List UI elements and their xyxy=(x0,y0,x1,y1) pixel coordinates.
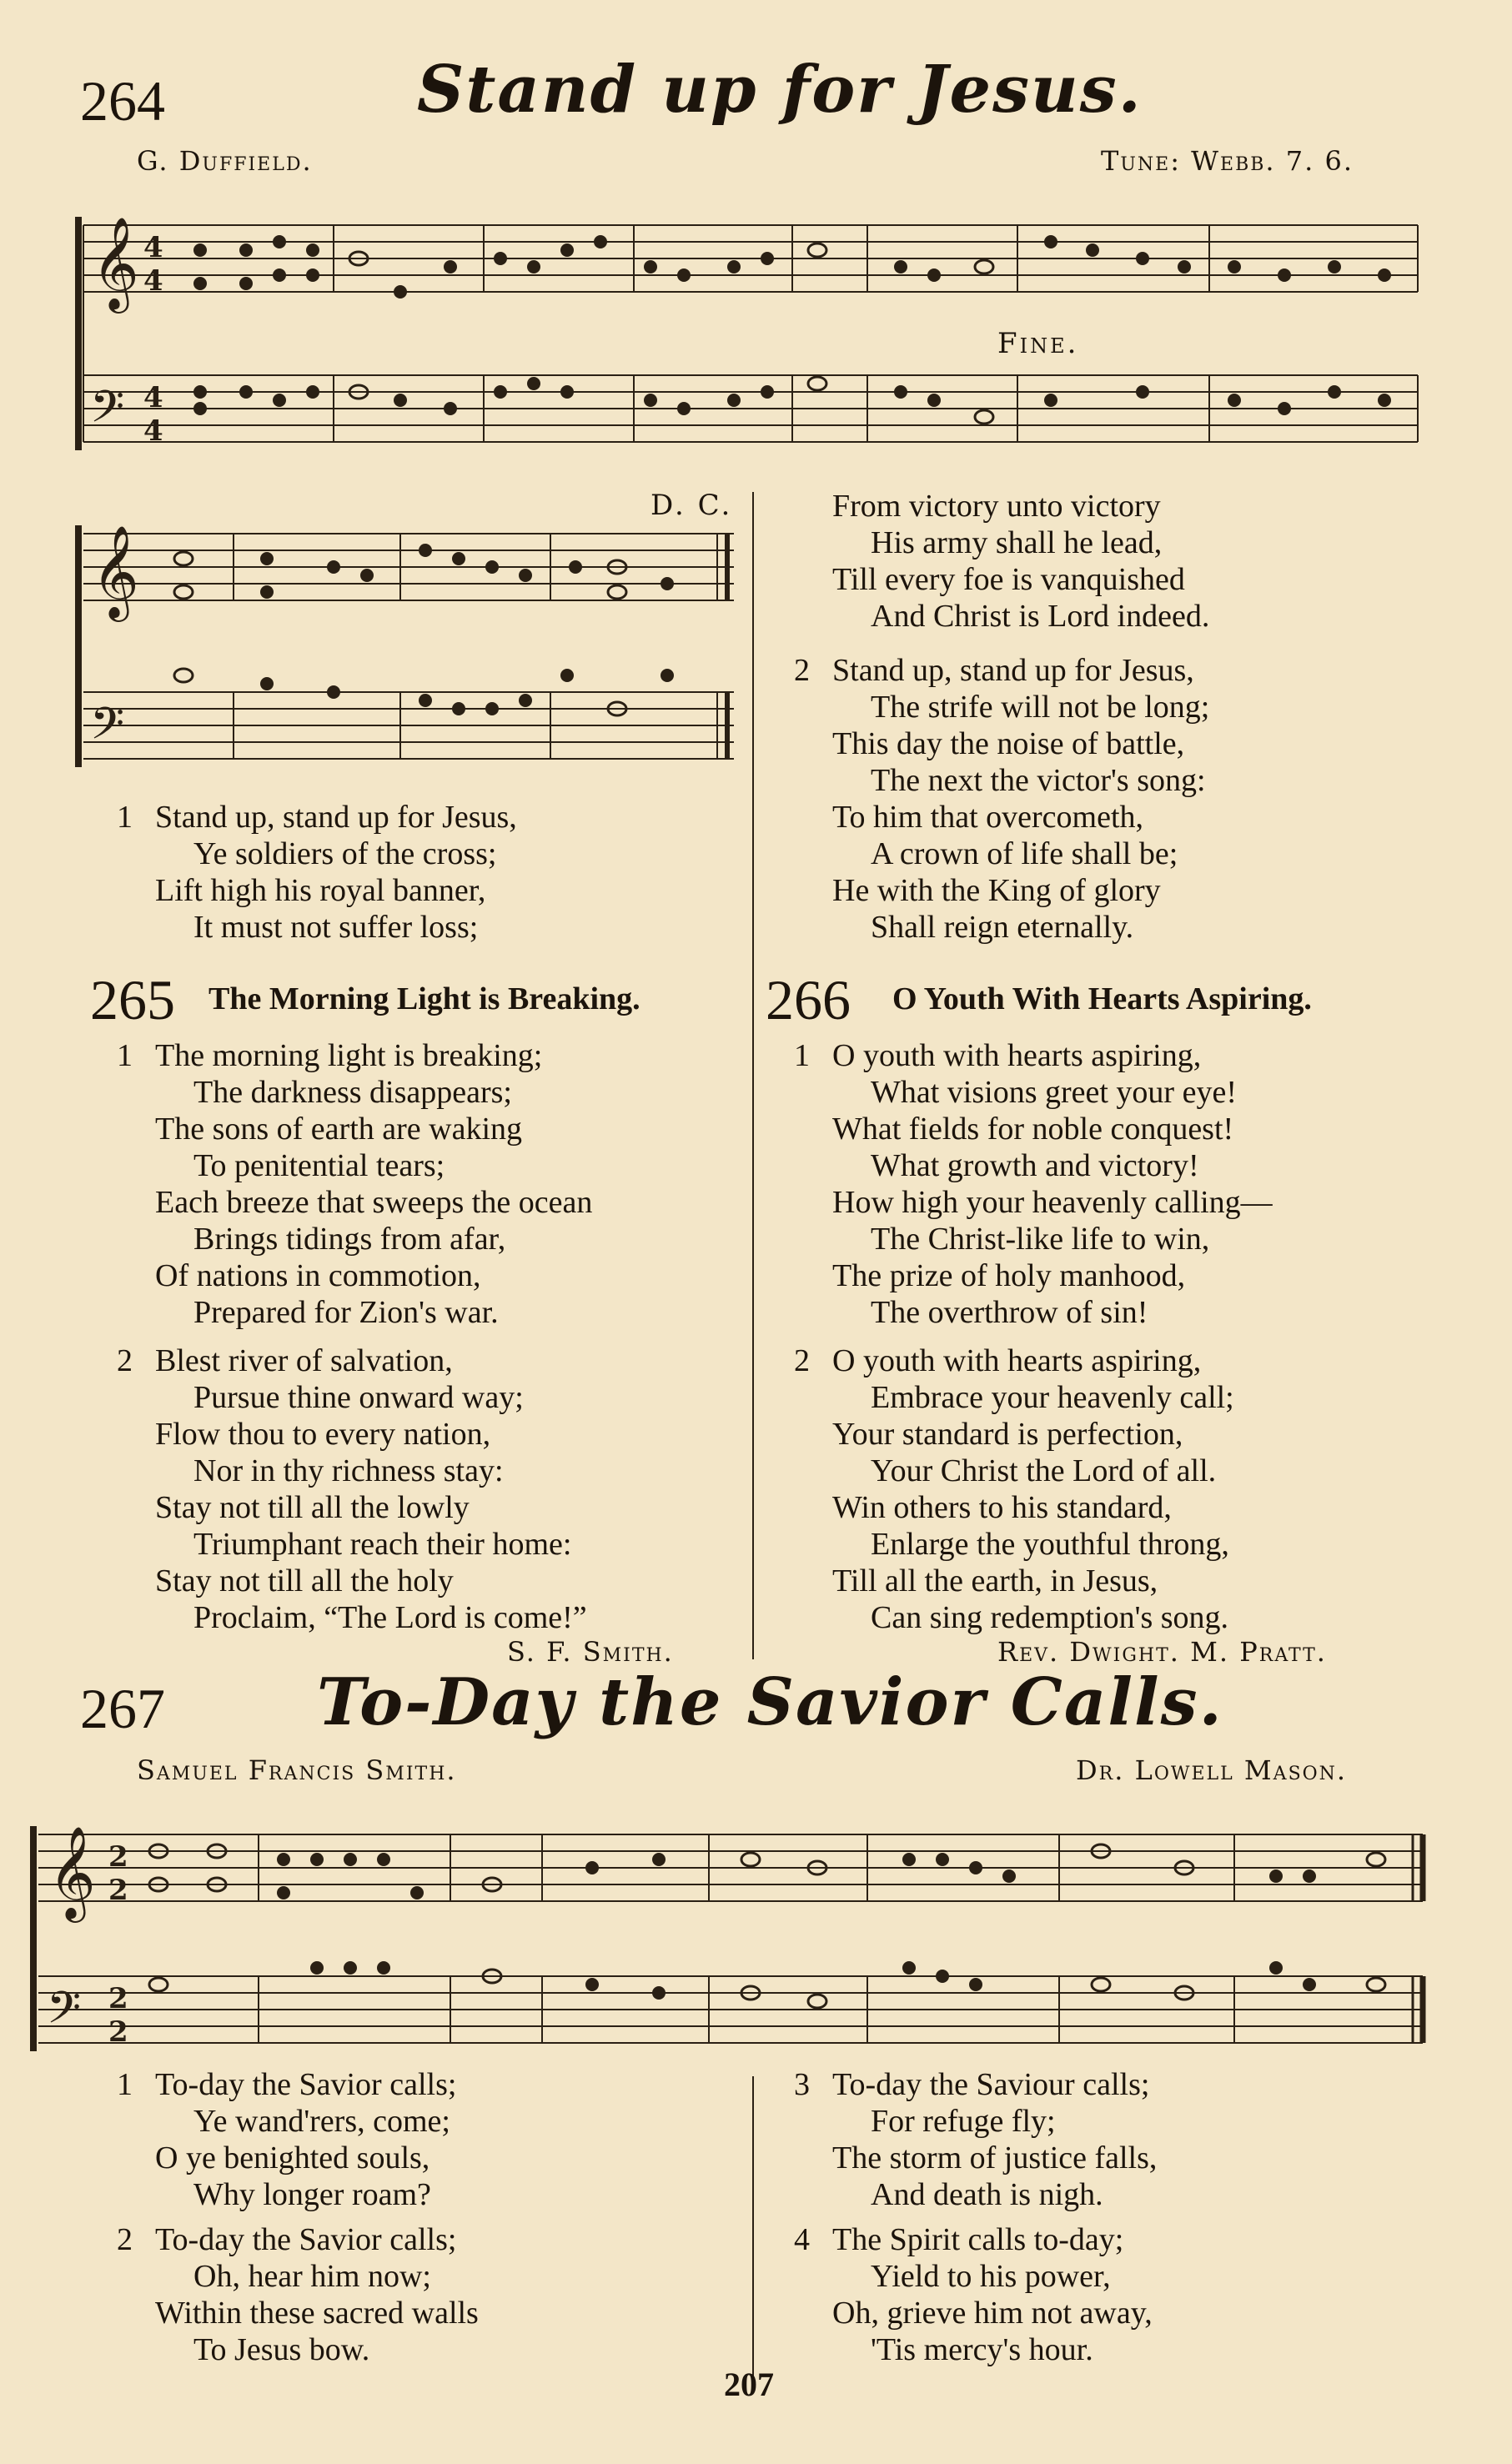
verse-line: Pursue thine onward way; xyxy=(193,1380,524,1415)
svg-text:𝄞: 𝄞 xyxy=(48,1825,96,1919)
svg-text:𝄢: 𝄢 xyxy=(90,382,125,444)
svg-text:2: 2 xyxy=(108,1840,128,1874)
verse-line: Your standard is perfection, xyxy=(832,1417,1183,1452)
verse-line: His army shall he lead, xyxy=(871,525,1163,560)
verse-line: Oh, hear him now; xyxy=(193,2259,431,2294)
svg-text:4: 4 xyxy=(143,264,163,298)
verse-line: Ye wand'rers, come; xyxy=(193,2104,450,2139)
verse-line: Prepared for Zion's war. xyxy=(193,1295,499,1330)
verse-line: Yield to his power, xyxy=(871,2259,1111,2294)
hymn-265-title: The Morning Light is Breaking. xyxy=(208,981,640,1016)
verse-line: The Christ-like life to win, xyxy=(871,1222,1210,1257)
hymn-264-fine-marker: Fine. xyxy=(997,327,1079,360)
verse-line: Triumphant reach their home: xyxy=(193,1527,572,1562)
verse-number: 3 xyxy=(794,2067,810,2102)
verse-line: Stay not till all the holy xyxy=(155,1563,454,1598)
svg-text:2: 2 xyxy=(108,1982,128,2015)
svg-text:4: 4 xyxy=(143,381,163,414)
hymn-265-author: S. F. Smith. xyxy=(507,1636,674,1668)
hymn-267-verse-4 xyxy=(794,2221,1153,2368)
verse-line: O youth with hearts aspiring, xyxy=(832,1343,1202,1378)
verse-line: And death is nigh. xyxy=(871,2177,1103,2212)
hymn-265-verse-2 xyxy=(117,1342,587,1636)
hymn-264-verse-1-continued xyxy=(794,488,1209,635)
verse-line: Till every foe is vanquished xyxy=(832,562,1185,597)
svg-text:4: 4 xyxy=(143,414,163,448)
column-divider xyxy=(752,2076,754,2376)
verse-line: Stand up, stand up for Jesus, xyxy=(155,800,517,835)
hymn-264-score-system-2 xyxy=(67,484,751,784)
hymn-267-composer: Dr. Lowell Mason. xyxy=(1076,1754,1348,1786)
svg-text:2: 2 xyxy=(108,2015,128,2049)
verse-line: The strife will not be long; xyxy=(871,690,1210,725)
verse-line: Blest river of salvation, xyxy=(155,1343,453,1378)
verse-line: The Spirit calls to-day; xyxy=(832,2222,1124,2257)
svg-text:𝄢: 𝄢 xyxy=(90,699,125,760)
verse-line: O youth with hearts aspiring, xyxy=(832,1038,1202,1073)
verse-line: Stand up, stand up for Jesus, xyxy=(832,653,1194,688)
hymn-264-dc-marker: D. C. xyxy=(651,489,733,522)
verse-number: 2 xyxy=(117,1343,133,1378)
verse-line: The prize of holy manhood, xyxy=(832,1258,1186,1293)
hymn-265-verse-1 xyxy=(117,1037,592,1331)
hymn-265-number: 265 xyxy=(90,968,175,1031)
hymn-266-verse-2 xyxy=(794,1342,1234,1636)
hymn-267-author: Samuel Francis Smith. xyxy=(137,1754,457,1786)
verse-line: The darkness disappears; xyxy=(193,1075,512,1110)
verse-line: Stay not till all the lowly xyxy=(155,1490,470,1525)
verse-line: What growth and victory! xyxy=(871,1148,1199,1183)
verse-line: Brings tidings from afar, xyxy=(193,1222,506,1257)
verse-line: Your Christ the Lord of all. xyxy=(871,1453,1217,1488)
verse-line: Lift high his royal banner, xyxy=(155,873,486,908)
svg-text:𝄢: 𝄢 xyxy=(47,1983,82,2045)
hymn-266-verse-1 xyxy=(794,1037,1273,1331)
verse-line: Till all the earth, in Jesus, xyxy=(832,1563,1158,1598)
hymn-264-verse-1 xyxy=(117,799,517,946)
verse-number: 1 xyxy=(117,2067,133,2102)
verse-line: A crown of life shall be; xyxy=(871,836,1178,871)
verse-line: The next the victor's song: xyxy=(871,763,1206,798)
hymn-264-author: G. Duffield. xyxy=(137,145,313,177)
hymn-267-verse-3 xyxy=(794,2066,1157,2213)
column-divider xyxy=(752,492,754,1659)
verse-line: 'Tis mercy's hour. xyxy=(871,2332,1093,2367)
verse-line: To Jesus bow. xyxy=(193,2332,370,2367)
verse-line: Within these sacred walls xyxy=(155,2296,479,2331)
svg-text:2: 2 xyxy=(108,1874,128,1907)
verse-line: Win others to his standard, xyxy=(832,1490,1172,1525)
verse-line: The storm of justice falls, xyxy=(832,2140,1158,2175)
verse-line: How high your heavenly calling— xyxy=(832,1185,1273,1220)
verse-line: Ye soldiers of the cross; xyxy=(193,836,497,871)
hymn-264-tune: Tune: Webb. 7. 6. xyxy=(1101,145,1354,177)
hymn-267-verse-1 xyxy=(117,2066,456,2213)
verse-line: What fields for noble conquest! xyxy=(832,1112,1234,1147)
hymn-267-verse-2 xyxy=(117,2221,479,2368)
verse-number: 1 xyxy=(794,1038,810,1073)
verse-line: To-day the Savior calls; xyxy=(155,2067,457,2102)
verse-number: 2 xyxy=(794,1343,810,1378)
verse-line: This day the noise of battle, xyxy=(832,726,1185,761)
verse-number: 4 xyxy=(794,2222,810,2257)
verse-line: To penitential tears; xyxy=(193,1148,445,1183)
hymn-266-title: O Youth With Hearts Aspiring. xyxy=(892,981,1312,1016)
verse-line: The overthrow of sin! xyxy=(871,1295,1148,1330)
verse-number: 2 xyxy=(794,653,810,688)
hymn-267-number: 267 xyxy=(80,1677,165,1740)
verse-line: To-day the Savior calls; xyxy=(155,2222,457,2257)
verse-line: Oh, grieve him not away, xyxy=(832,2296,1153,2331)
verse-line: Enlarge the youthful throng, xyxy=(871,1527,1229,1562)
svg-text:4: 4 xyxy=(143,231,163,264)
verse-line: He with the King of glory xyxy=(832,873,1161,908)
svg-text:𝄞: 𝄞 xyxy=(92,216,139,309)
svg-text:𝄞: 𝄞 xyxy=(92,524,139,618)
hymn-267-score xyxy=(25,1793,1434,2076)
hymn-267-title: To-Day the Savior Calls. xyxy=(317,1664,1223,1740)
verse-line: For refuge fly; xyxy=(871,2104,1056,2139)
verse-number: 2 xyxy=(117,2222,133,2257)
hymn-266-number: 266 xyxy=(766,968,851,1031)
verse-line: What visions greet your eye! xyxy=(871,1075,1237,1110)
verse-line: Why longer roam? xyxy=(193,2177,431,2212)
hymn-266-author: Rev. Dwight. M. Pratt. xyxy=(997,1636,1327,1668)
verse-line: Nor in thy richness stay: xyxy=(193,1453,504,1488)
verse-line: And Christ is Lord indeed. xyxy=(871,599,1210,634)
verse-line: The morning light is breaking; xyxy=(155,1038,543,1073)
verse-line: Shall reign eternally. xyxy=(871,910,1134,945)
verse-number: 1 xyxy=(117,800,133,835)
verse-line: Each breeze that sweeps the ocean xyxy=(155,1185,593,1220)
verse-number: 1 xyxy=(117,1038,133,1073)
verse-line: Of nations in commotion, xyxy=(155,1258,481,1293)
hymn-264-score-system-1 xyxy=(67,183,1434,467)
verse-line: To him that overcometh, xyxy=(832,800,1144,835)
page-number: 207 xyxy=(724,2366,774,2403)
verse-line: O ye benighted souls, xyxy=(155,2140,430,2175)
verse-line: It must not suffer loss; xyxy=(193,910,479,945)
verse-line: Embrace your heavenly call; xyxy=(871,1380,1234,1415)
verse-line: Flow thou to every nation, xyxy=(155,1417,491,1452)
hymn-264-verse-2 xyxy=(794,652,1209,946)
hymn-264-number: 264 xyxy=(80,69,165,133)
verse-line: Proclaim, “The Lord is come!” xyxy=(193,1600,587,1635)
verse-line: To-day the Saviour calls; xyxy=(832,2067,1150,2102)
verse-line: The sons of earth are waking xyxy=(155,1112,523,1147)
verse-line: Can sing redemption's song. xyxy=(871,1600,1229,1635)
hymn-264-title: Stand up for Jesus. xyxy=(417,52,1143,128)
verse-line: From victory unto victory xyxy=(832,489,1161,524)
